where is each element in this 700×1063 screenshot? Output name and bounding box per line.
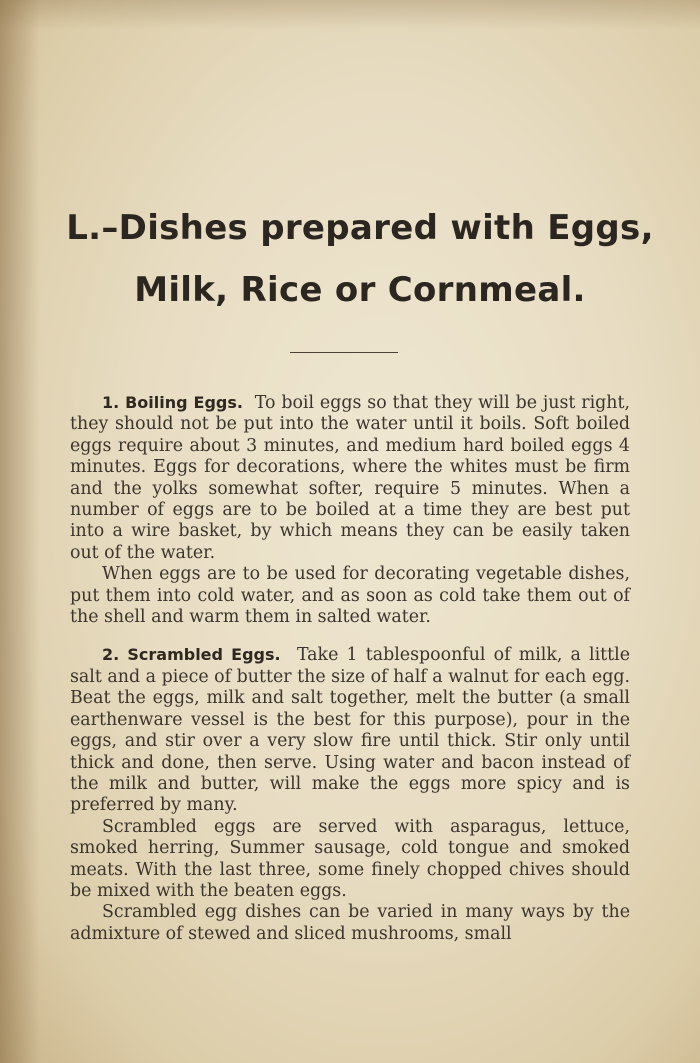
section-boiling-eggs-paragraph-1 (70, 392, 630, 564)
section-text: Take 1 tablespoonful of milk, a little salt and a piece of butter the size of half a walnut for each egg. Beat the eggs, milk and salt together, melt the butter (a small earthenware vessel is the best for this purpose), pour in the eggs, and stir over a very slow fire until thick. Stir only until thick and done, then serve. Using water and bacon instead of the milk and butter, will make the eggs more spicy and is preferred by many. (70, 645, 631, 816)
section-number: 2. (102, 645, 120, 665)
divider-rule (290, 352, 398, 353)
section-number: 1. (102, 393, 120, 412)
section-scrambled-eggs-paragraph-1 (70, 644, 630, 816)
section-title: Boiling Eggs. (125, 393, 243, 412)
section-text: To boil eggs so that they will be just right, they should not be put into the water until it boils. Soft boiled eggs require about 3 minutes, and medium hard boiled eggs 4 minutes. Eggs for decorations, where the whites must be firm and the yolks somewhat softer, require 5 minutes. When a number of eggs are to be boiled at a time they are best put into a wire basket, by which means they can be easily taken out of the water. (70, 393, 631, 563)
recipe-body (70, 392, 630, 945)
chapter-heading-line-2: Milk, Rice or Cornmeal. (134, 270, 586, 310)
section-scrambled-eggs-paragraph-2: Scrambled eggs are served with asparagus, lettuce, smoked herring, Summer sausage, cold tongue and smoked meats. With the last three, some finely chopped chives should be mixed with the beaten eggs. (70, 816, 630, 901)
section-title: Scrambled Eggs. (127, 645, 281, 665)
section-scrambled-eggs-paragraph-3: Scrambled egg dishes can be varied in many ways by the admixture of stewed and sliced mushrooms, small (70, 902, 630, 944)
section-boiling-eggs-paragraph-2: When eggs are to be used for decorating vegetable dishes, put them into cold water, and as soon as cold take them out of the shell and warm them in salted water. (70, 564, 630, 628)
chapter-heading-line-1: L.–Dishes prepared with Eggs, (66, 208, 654, 248)
